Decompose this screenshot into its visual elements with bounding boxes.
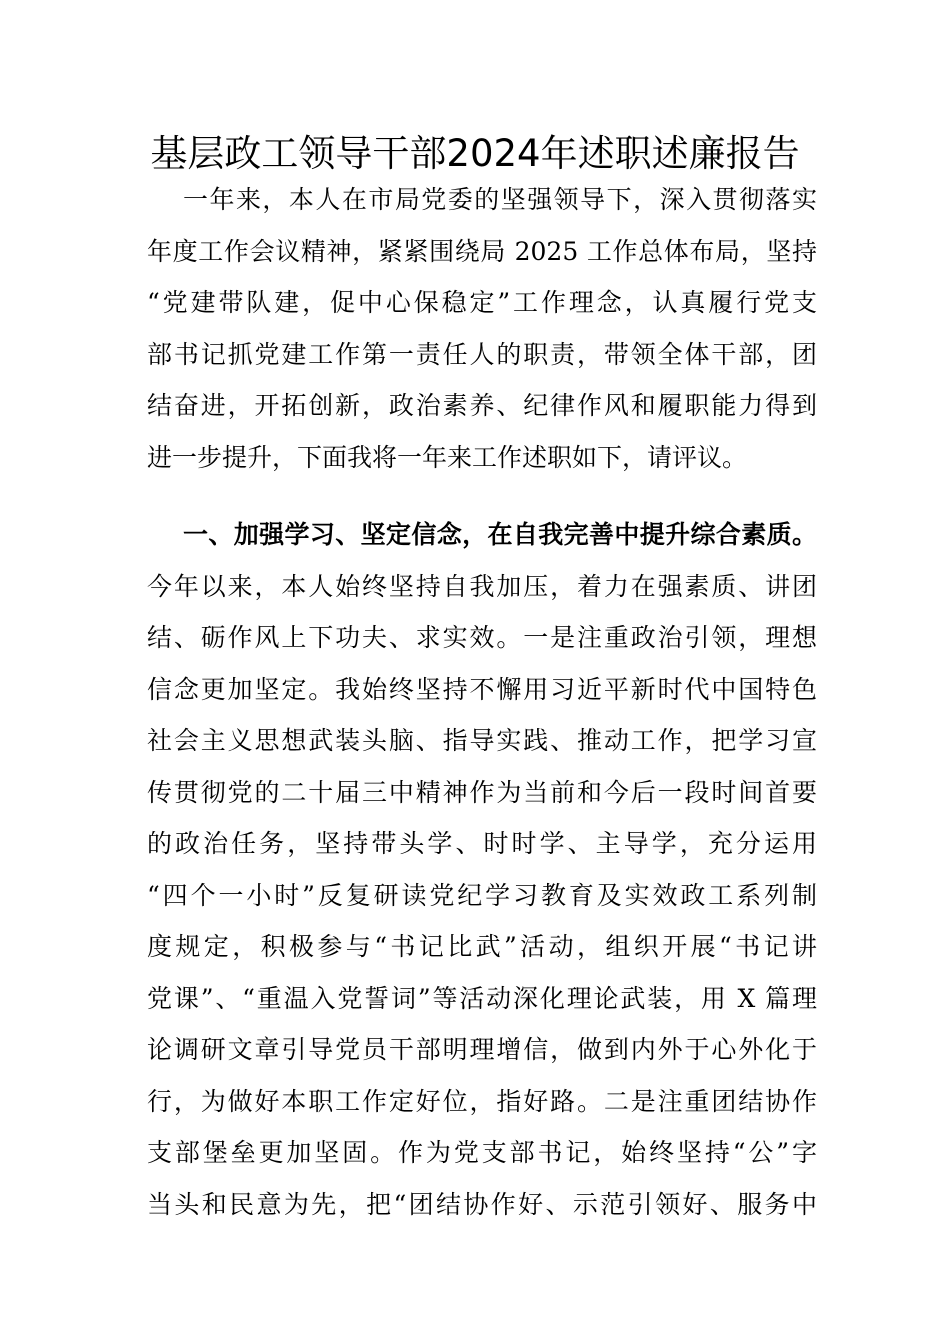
section-one [147,509,817,1230]
text-line: 年度工作会议精神，紧紧围绕局 2025 工作总体布局，坚持 [147,236,817,266]
text-line: 信念更加坚定。我始终坚持不懈用习近平新时代中国特色 [147,674,817,704]
paragraph-intro [147,174,817,483]
text-line: 部书记抓党建工作第一责任人的职责，带领全体干部，团 [147,339,817,369]
document-title: 基层政工领导干部2024年述职述廉报告 [150,132,800,175]
text-line: 的政治任务，坚持带头学、时时学、主导学，充分运用 [147,829,817,858]
text-line: “四个一小时”反复研读党纪学习教育及实效政工系列制 [147,880,817,910]
text-line: 结奋进，开拓创新，政治素养、纪律作风和履职能力得到 [147,391,817,420]
text-line: 论调研文章引导党员干部明理增信，做到内外于心外化于 [147,1035,817,1064]
text-line: 行，为做好本职工作定好位，指好路。二是注重团结协作 [147,1086,817,1116]
text-line: 当头和民意为先，把“团结协作好、示范引领好、服务中 [147,1189,817,1219]
text-line: 度规定，积极参与“书记比武”活动，组织开展“书记讲 [147,932,817,961]
text-line: 党课”、“重温入党誓词”等活动深化理论武装，用 X 篇理 [147,983,817,1013]
text-line: 今年以来，本人始终坚持自我加压，着力在强素质、讲团 [147,571,817,601]
text-line: “党建带队建，促中心保稳定”工作理念，认真履行党支 [147,288,817,317]
text-line: 结、砺作风上下功夫、求实效。一是注重政治引领，理想 [147,623,817,652]
text-line: 进一步提升，下面我将一年来工作述职如下，请评议。 [147,442,748,472]
section-heading: 一、加强学习、坚定信念，在自我完善中提升综合素质。 [183,520,817,549]
text-line: 支部堡垒更加坚固。作为党支部书记，始终坚持“公”字 [147,1138,817,1167]
text-line: 一年来，本人在市局党委的坚强领导下，深入贯彻落实 [183,185,817,214]
text-line: 传贯彻党的二十届三中精神作为当前和今后一段时间首要 [147,777,817,807]
text-line: 社会主义思想武装头脑、指导实践、推动工作，把学习宣 [147,726,817,755]
